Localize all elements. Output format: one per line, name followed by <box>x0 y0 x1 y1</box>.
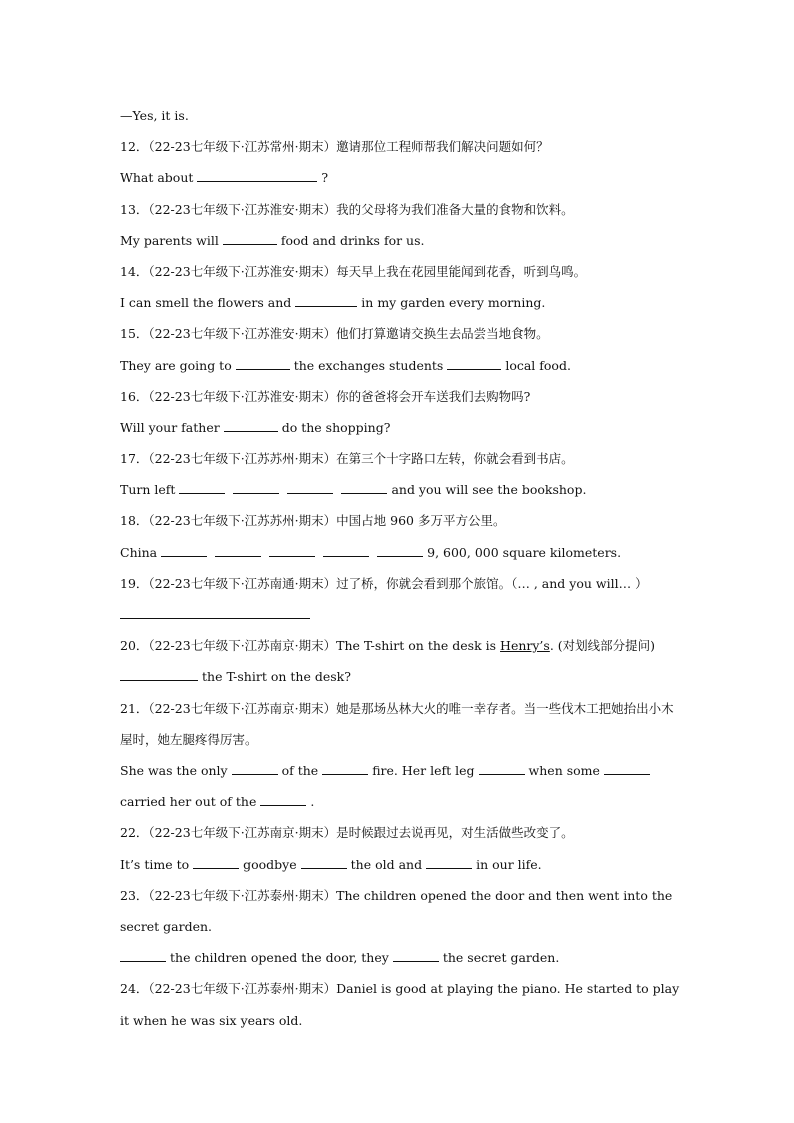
answer-line: —Yes, it is. <box>120 108 189 123</box>
blank[interactable] <box>377 544 423 557</box>
answer-14: I can smell the flowers and in my garden every morning. <box>120 295 546 311</box>
blank[interactable] <box>120 606 310 619</box>
blank[interactable] <box>215 544 261 557</box>
blank[interactable] <box>120 668 198 681</box>
blank[interactable] <box>301 856 347 869</box>
blank[interactable] <box>232 762 278 775</box>
question-19: 19．（22-23七年级下·江苏南通·期末）过了桥，你就会看到那个旅馆。（… , and you will… ） <box>120 575 648 591</box>
blank[interactable] <box>260 793 306 806</box>
blank[interactable] <box>604 762 650 775</box>
question-13: 13．（22-23七年级下·江苏淮安·期末）我的父母将为我们准备大量的食物和饮料。 <box>120 201 574 217</box>
question-22: 22．（22-23七年级下·江苏南京·期末）是时候跟过去说再见，对生活做些改变了。 <box>120 825 574 841</box>
question-17: 17．（22-23七年级下·江苏苏州·期末）在第三个十字路口左转，你就会看到书店。 <box>120 451 574 467</box>
blank[interactable] <box>287 481 333 494</box>
answer-16: Will your father do the shopping? <box>120 419 391 435</box>
answer-12: What about ? <box>120 170 329 186</box>
answer-19 <box>120 599 680 630</box>
answer-20: the T-shirt on the desk? <box>120 661 680 692</box>
underlined-word: Henry’s <box>500 638 550 654</box>
blank[interactable] <box>179 481 225 494</box>
question-18: 18．（22-23七年级下·江苏苏州·期末）中国占地 960 多万平方公里。 <box>120 513 506 529</box>
answer-18: China 9, 600, 000 square kilometers. <box>120 544 622 560</box>
blank[interactable] <box>322 762 368 775</box>
answer-13: My parents will food and drinks for us. <box>120 232 425 248</box>
blank[interactable] <box>193 856 239 869</box>
answer-22: It’s time to goodbye the old and in our life. <box>120 856 542 872</box>
blank[interactable] <box>161 544 207 557</box>
question-20: 20．（22-23七年级下·江苏南京·期末）The T-shirt on the desk is Henry’s. (对划线部分提问) <box>120 638 656 654</box>
question-16: 16．（22-23七年级下·江苏淮安·期末）你的爸爸将会开车送我们去购物吗? <box>120 388 531 404</box>
blank[interactable] <box>197 169 317 182</box>
blank[interactable] <box>341 481 387 494</box>
question-23: 23．（22-23七年级下·江苏泰州·期末）The children opened the door and then went into the secret garden. <box>120 887 673 934</box>
answer-21-line2: carried her out of the . <box>120 794 315 810</box>
blank[interactable] <box>224 419 278 432</box>
answer-21-line1: She was the only of the fire. Her left leg when some <box>120 755 680 786</box>
blank[interactable] <box>426 856 472 869</box>
blank[interactable] <box>269 544 315 557</box>
blank[interactable] <box>479 762 525 775</box>
answer-23: the children opened the door, they the secret garden. <box>120 942 680 973</box>
blank[interactable] <box>233 481 279 494</box>
document-body <box>120 100 680 1036</box>
question-14: 14．（22-23七年级下·江苏淮安·期末）每天早上我在花园里能闻到花香，听到鸟鸣。 <box>120 263 587 279</box>
answer-15: They are going to the exchanges students local food. <box>120 357 571 373</box>
question-21: 21．（22-23七年级下·江苏南京·期末）她是那场丛林大火的唯一幸存者。当一些伐木工把她抬出小木屋时，她左腿疼得厉害。 <box>120 700 674 747</box>
blank[interactable] <box>223 232 277 245</box>
blank[interactable] <box>295 294 357 307</box>
blank[interactable] <box>447 357 501 370</box>
question-12: 12．（22-23七年级下·江苏常州·期末）邀请那位工程师帮我们解决问题如何？ <box>120 139 549 155</box>
blank[interactable] <box>393 949 439 962</box>
blank[interactable] <box>236 357 290 370</box>
question-15: 15．（22-23七年级下·江苏淮安·期末）他们打算邀请交换生去品尝当地食物。 <box>120 326 549 342</box>
question-24: 24．（22-23七年级下·江苏泰州·期末）Daniel is good at playing the piano. He started to play it when he was six years old. <box>120 981 680 1028</box>
answer-17: Turn left and you will see the bookshop. <box>120 482 587 498</box>
blank[interactable] <box>120 949 166 962</box>
blank[interactable] <box>323 544 369 557</box>
